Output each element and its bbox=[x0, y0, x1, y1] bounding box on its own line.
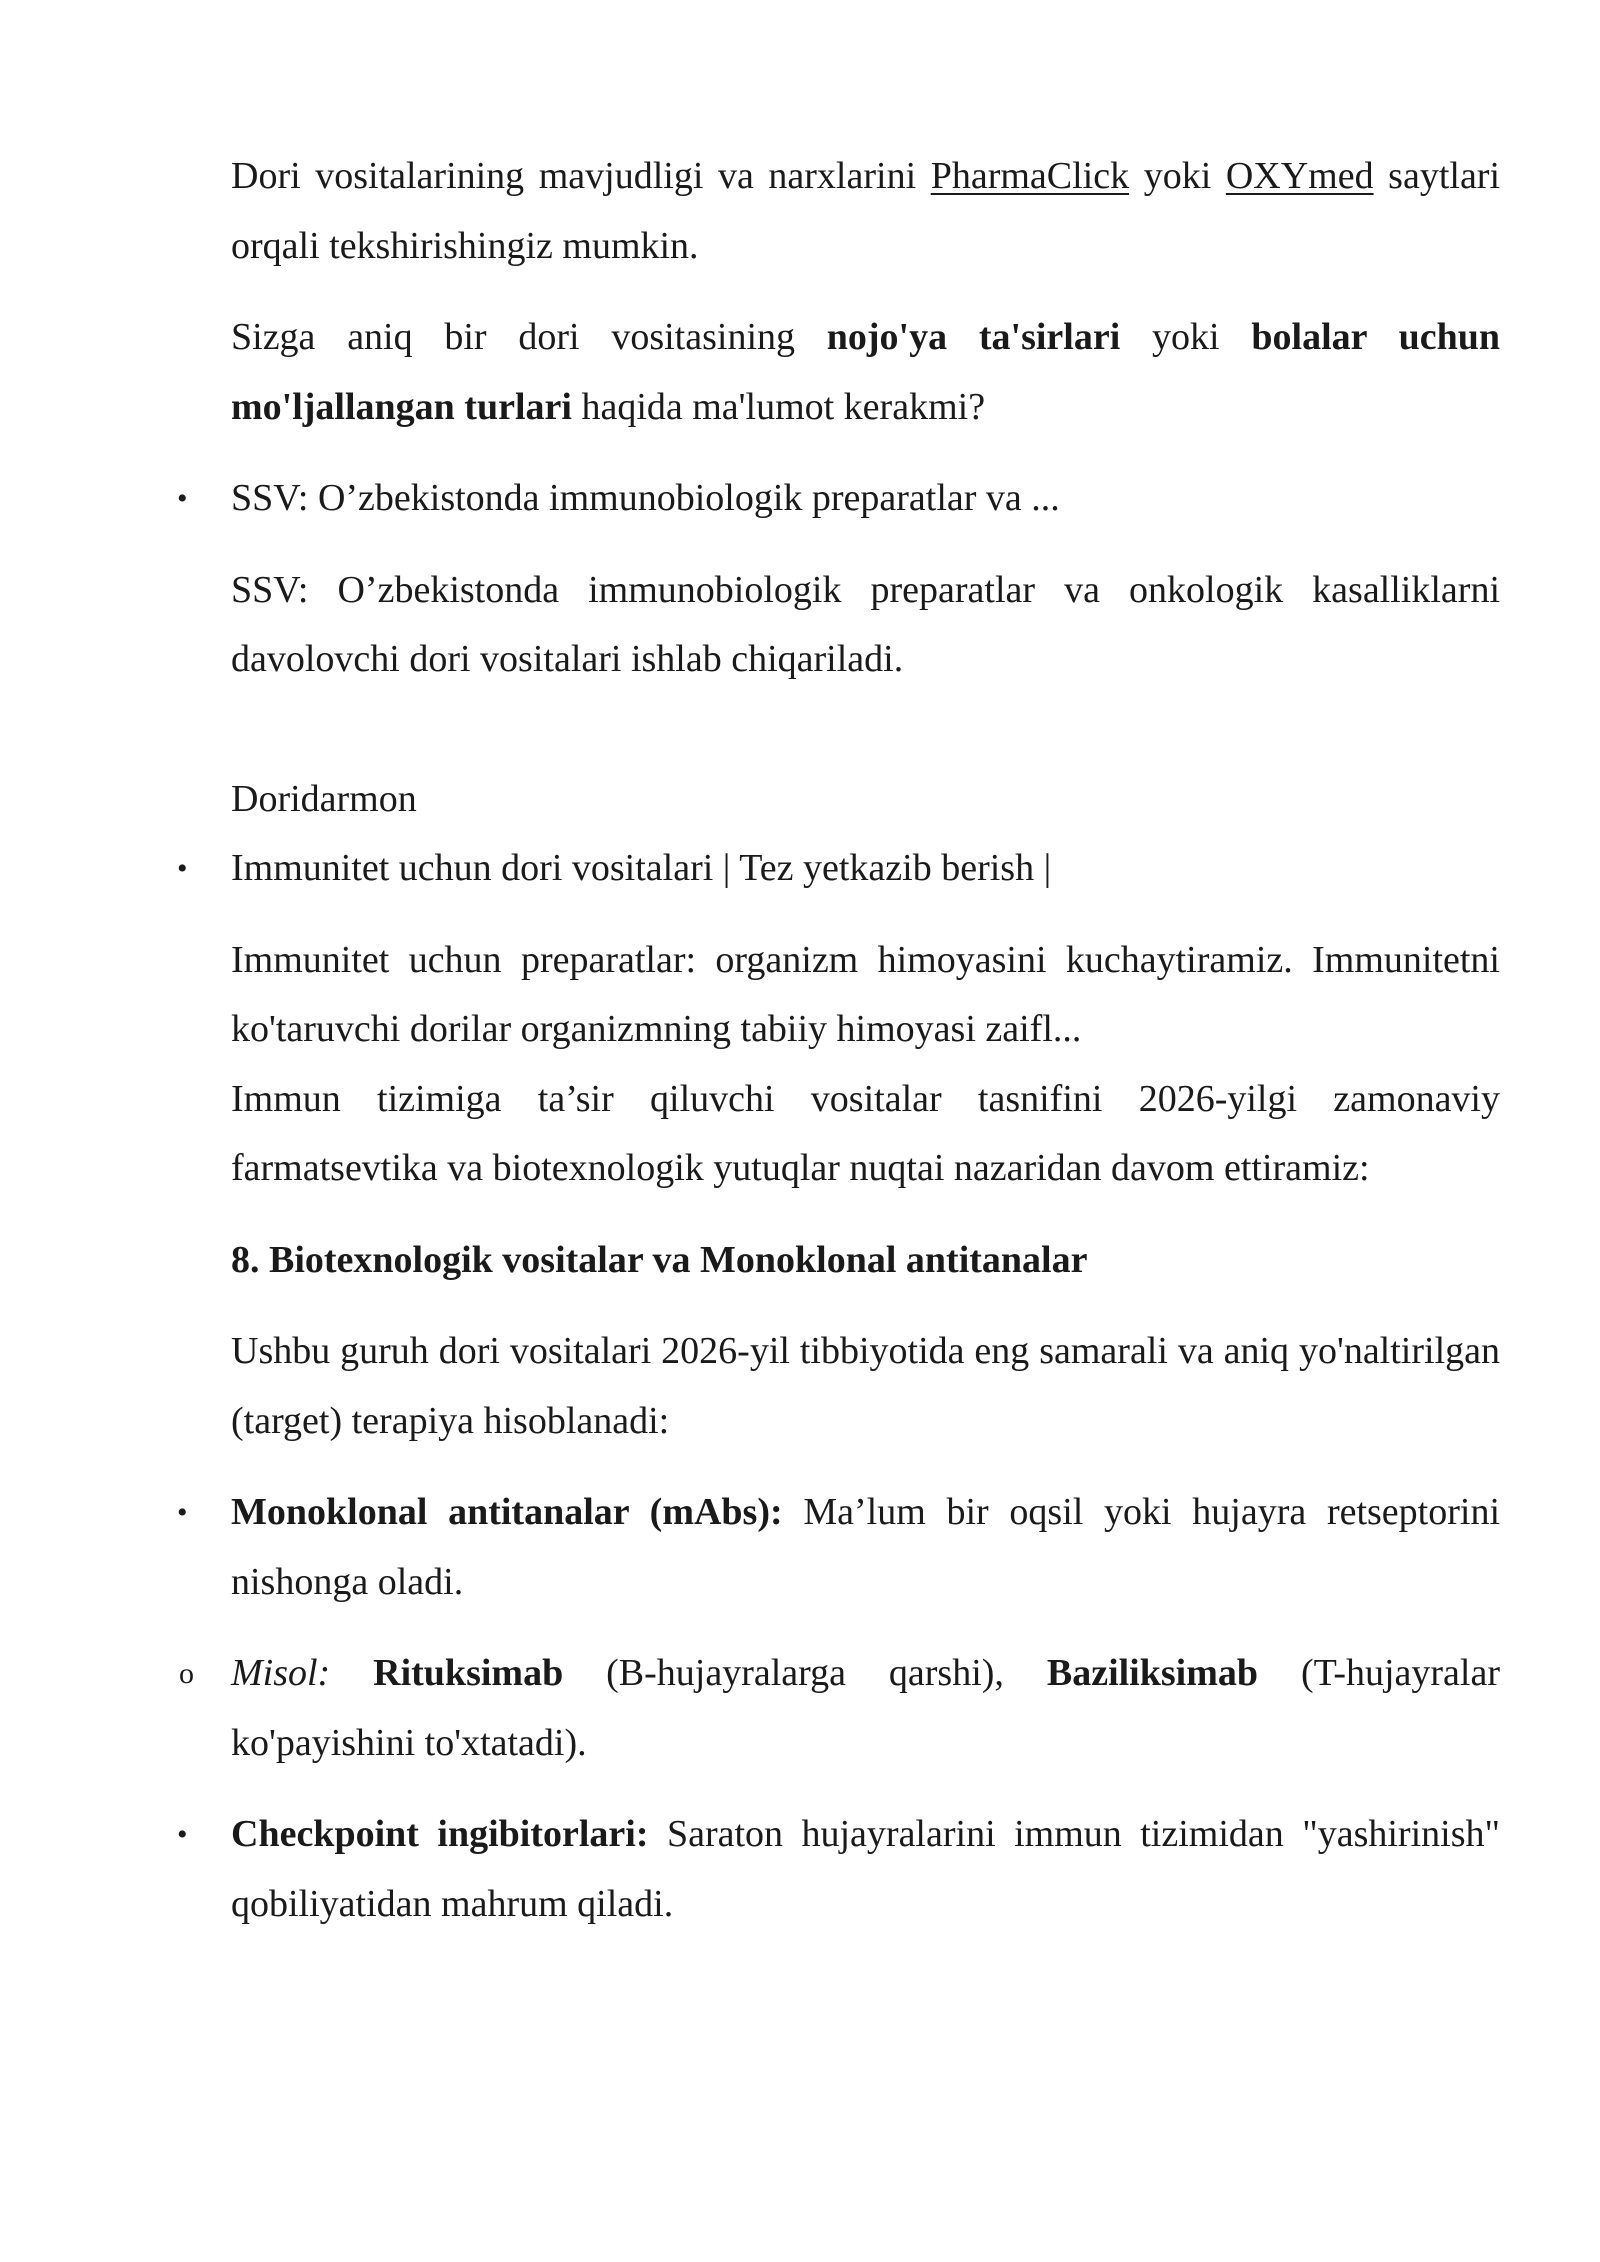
children-types-bold: bolalar uchun mo'ljallangan turlari bbox=[231, 316, 1500, 428]
drug-baziliksimab: Baziliksimab bbox=[1046, 1652, 1259, 1694]
monoclonal-description: Ma’lum bir oqsil yoki hujayra retseptorini nishonga oladi. bbox=[231, 1491, 1501, 1603]
paragraph-question bbox=[231, 303, 1500, 442]
monoclonal-term: Monoklonal antitanalar (mAbs): bbox=[231, 1491, 783, 1533]
question-text-c: yoki bbox=[1152, 316, 1220, 358]
checkpoint-term: Checkpoint ingibitorlari: bbox=[231, 1813, 649, 1855]
example-text bbox=[231, 1639, 1500, 1778]
pharmaclick-link[interactable]: PharmaClick bbox=[930, 155, 1130, 197]
side-effects-bold: nojo'ya ta'sirlari bbox=[826, 316, 1121, 358]
oxymed-link[interactable]: OXYmed bbox=[1225, 155, 1374, 197]
source-doridarmon: Doridarmon bbox=[231, 777, 417, 820]
checkpoint-text bbox=[231, 1800, 1500, 1939]
result-immunitet-snippet: Immunitet uchun preparatlar: organizm himoyasini kuchaytiramiz. Immunitetni ko'taruvchi dorilar organizmning tabiiy himoyasi zaifl... bbox=[231, 938, 1500, 1050]
question-text-d: haqida ma'lumot kerakmi? bbox=[581, 385, 986, 428]
checkpoint-description: Saraton hujayralarini immun tizimidan "yashirinish" qobiliyatidan mahrum qiladi. bbox=[231, 1813, 1500, 1925]
list-item-result-immunitet bbox=[177, 834, 1500, 904]
result-ssv-snippet: SSV: O’zbekistonda immunobiologik preparatlar va onkologik kasalliklarni davolovchi dori vositalari ishlab chiqariladi. bbox=[231, 568, 1500, 680]
result-immunitet-title[interactable]: Immunitet uchun dori vositalari | Tez yetkazib berish | bbox=[231, 847, 1052, 889]
circle-bullet-icon: o bbox=[179, 1657, 194, 1690]
list-item-monoclonal bbox=[177, 1478, 1501, 1617]
bullet-icon: • bbox=[177, 852, 188, 885]
monoclonal-text bbox=[231, 1478, 1500, 1617]
example-label: Misol: bbox=[231, 1652, 331, 1694]
result-ssv-title[interactable]: SSV: O’zbekistonda immunobiologik preparatlar va ... bbox=[231, 477, 1060, 519]
section-heading-8: 8. Biotexnologik vositalar va Monoklonal antitanalar bbox=[231, 1238, 1088, 1281]
paragraph-classification: Immun tizimiga ta’sir qiluvchi vositalar tasnifini 2026-yilgi zamonaviy farmatsevtika va biotexnologik yutuqlar nuqtai nazaridan davom ettiramiz: bbox=[231, 1077, 1500, 1189]
paragraph-availability bbox=[231, 142, 1500, 281]
sub-list-item-example bbox=[179, 1639, 1500, 1778]
document-content bbox=[177, 142, 1501, 1939]
question-text-a: Sizga aniq bir dori vositasining bbox=[231, 316, 795, 358]
paragraph-target-therapy: Ushbu guruh dori vositalari 2026-yil tibbiyotida eng samarali va aniq yo'naltirilgan (target) terapiya hisoblanadi: bbox=[231, 1330, 1500, 1442]
list-item-checkpoint bbox=[177, 1800, 1500, 1939]
bullet-icon: • bbox=[177, 1496, 188, 1529]
drug-baziliksimab-note: (T-hujayralar ko'payishini to'xtatadi). bbox=[231, 1652, 1500, 1764]
availability-intro-text: Dori vositalarining mavjudligi va narxlarini bbox=[231, 155, 917, 197]
bullet-icon: • bbox=[177, 1818, 188, 1851]
availability-rest-text: saytlari orqali tekshirishingiz mumkin. bbox=[231, 155, 1501, 267]
bullet-icon: • bbox=[177, 482, 188, 515]
or-text: yoki bbox=[1143, 155, 1212, 197]
list-item-result-ssv bbox=[177, 464, 1500, 534]
drug-rituksimab-note: (B-hujayralarga qarshi), bbox=[606, 1652, 1004, 1694]
drug-rituksimab: Rituksimab bbox=[373, 1652, 564, 1694]
